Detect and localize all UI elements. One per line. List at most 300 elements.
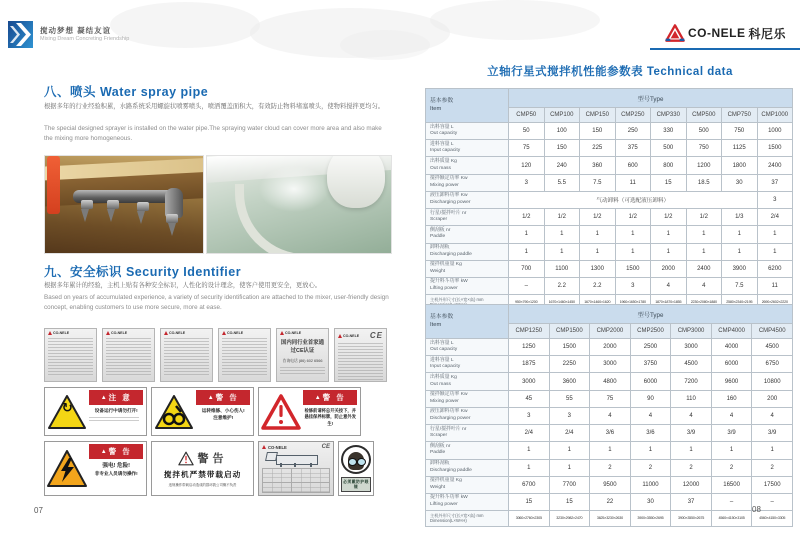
table-row <box>426 123 793 140</box>
world-map-decoration <box>340 30 430 60</box>
value-cell: 225 <box>580 140 616 157</box>
model-column-header: CMP2000 <box>590 324 631 339</box>
model-column-header: CMP150 <box>580 108 616 123</box>
spec-plate: CO-NELE <box>44 328 97 382</box>
table-row <box>426 390 793 407</box>
value-cell: 2690×2602×2220 <box>757 295 793 310</box>
value-cell: 1 <box>757 243 793 260</box>
value-cell: 气动卸料（可选配液压卸料） <box>509 191 758 208</box>
value-cell: 4800 <box>590 373 631 390</box>
row-label: 卸料刮板 Discharging paddle <box>426 243 509 260</box>
chevron-icon <box>8 21 33 48</box>
value-cell: 1000 <box>757 123 793 140</box>
table-corner-item-header: 基本参数 Item <box>426 305 509 339</box>
value-cell: 3 <box>615 277 651 294</box>
value-cell: 30 <box>722 174 758 191</box>
fine-print-lines <box>48 338 93 376</box>
value-cell: 2/4 <box>509 425 550 442</box>
value-cell: 1 <box>615 243 651 260</box>
sticker-text: 非专业人员请勿操作! <box>94 471 138 477</box>
value-cell: 1 <box>651 226 687 243</box>
sticker-text: 设备运行中请勿打开! <box>94 408 138 413</box>
row-label: 搅拌机重量 Kg Weight <box>426 260 509 277</box>
model-column-header: CMP330 <box>651 108 687 123</box>
value-cell: 6700 <box>509 476 550 493</box>
slogan-chevron-logo <box>8 21 33 48</box>
value-cell: 750 <box>722 123 758 140</box>
conele-mini-logo-icon <box>164 331 168 335</box>
value-cell: 2500 <box>630 339 671 356</box>
value-cell: 3900×3550×2675 <box>671 511 712 526</box>
photo-mixer-interior <box>206 155 392 254</box>
model-column-header: CMP1250 <box>509 324 550 339</box>
ce-mark: CE <box>321 444 330 450</box>
value-cell: 2.2 <box>580 277 616 294</box>
value-cell: 1/2 <box>615 209 651 226</box>
world-map-decoration <box>430 0 600 40</box>
value-cell: 1870×1870×1855 <box>651 295 687 310</box>
value-cell: 3000 <box>671 339 712 356</box>
table-row <box>426 476 793 493</box>
value-cell: 100 <box>544 123 580 140</box>
value-cell: 375 <box>615 140 651 157</box>
sticker-sub-text: 违规操作带载启动造成的损坏我公司概不负责 <box>168 483 237 487</box>
row-label: 出料容量 L Out capacity <box>426 339 509 356</box>
value-cell: 3600 <box>549 373 590 390</box>
value-cell: 1 <box>549 459 590 476</box>
row-label: 搅拌机重量 Kg Weight <box>426 476 509 493</box>
value-cell: 55 <box>549 390 590 407</box>
sticker-text: 注意维护! <box>213 414 234 420</box>
lightning-warning-triangle-icon <box>46 449 88 489</box>
value-cell: 1 <box>651 243 687 260</box>
model-column-header: CMP250 <box>615 108 651 123</box>
technical-data-title: 立轴行星式搅拌机性能参数表 Technical data <box>487 66 733 78</box>
value-cell: 3230×2982×2470 <box>549 511 590 526</box>
row-label: 进料容量 L Input capacity <box>426 356 509 373</box>
banner-slogan-en: Mixing Dream Concreting Friendship <box>40 36 130 42</box>
value-cell: 1/2 <box>651 209 687 226</box>
conele-mini-logo-icon <box>338 334 342 338</box>
value-cell: 2 <box>671 459 712 476</box>
value-cell: 1250 <box>509 339 550 356</box>
row-label: 卸料刮板 Discharging paddle <box>426 459 509 476</box>
row-label: 搅拌额定功率 Kw Mixing power <box>426 174 509 191</box>
goggles-face-icon <box>341 445 371 474</box>
row-label: 主机外形尺寸(长×宽×高) mm <box>426 295 509 310</box>
value-cell: 1300 <box>580 260 616 277</box>
rotation-arrows-glyph: ↻ <box>61 400 73 415</box>
row-label: 行星/搅拌叶片 nr Scraper <box>426 425 509 442</box>
value-cell: 1 <box>686 243 722 260</box>
table-row <box>426 243 793 260</box>
value-cell: 360 <box>580 157 616 174</box>
row-label: 提升料斗功率 kW Lifting power <box>426 493 509 510</box>
value-cell: 500 <box>651 140 687 157</box>
value-cell: 9500 <box>590 476 631 493</box>
model-column-header: CMP4000 <box>711 324 752 339</box>
value-cell: 3/6 <box>590 425 631 442</box>
value-cell: 9600 <box>711 373 752 390</box>
value-cell: 1/3 <box>722 209 758 226</box>
table-row <box>426 191 793 208</box>
model-column-header: CMP2500 <box>630 324 671 339</box>
model-column-header: CMP1500 <box>549 324 590 339</box>
value-cell: 7.5 <box>722 277 758 294</box>
table-row <box>426 442 793 459</box>
value-cell: 3900×3550×2695 <box>630 511 671 526</box>
value-cell: 150 <box>544 140 580 157</box>
row-label: 液压卸料功率 Kw Discharging power <box>426 407 509 424</box>
fine-print-lines <box>280 367 325 375</box>
warning-triangle-glyph: ▲ <box>314 394 321 401</box>
spray-body-en: The special designed sprayer is installed on the water pipe.The spraying water cloud can cover more area and also make the mixing more homogeneous. <box>44 125 382 143</box>
parameter-table <box>425 304 793 527</box>
value-cell: 2000 <box>651 260 687 277</box>
value-cell: 1125 <box>722 140 758 157</box>
value-cell: 10800 <box>752 373 793 390</box>
value-cell: 1 <box>757 226 793 243</box>
value-cell: 1/2 <box>580 209 616 226</box>
spray-body-zh: 根据多年的行业经验积累，水路系统采用螺旋状喷雾喷头，喷洒覆盖面积大，有效防止物料堵塞喷头，使物料搅拌更均匀。 <box>44 103 385 110</box>
brand-logo <box>665 24 786 42</box>
table-type-header: 型号Type <box>509 305 793 324</box>
spec-plate: CO-NELE <box>102 328 155 382</box>
value-cell: 3000 <box>590 356 631 373</box>
value-cell: 7200 <box>671 373 712 390</box>
value-cell: 2.2 <box>544 277 580 294</box>
value-cell: 30 <box>630 493 671 510</box>
banner-slogan-zh: 搅动梦想 凝结友谊 <box>40 26 112 35</box>
value-cell: 5.5 <box>544 174 580 191</box>
value-cell: 1800 <box>722 157 758 174</box>
value-cell: 1 <box>590 442 631 459</box>
value-cell: – <box>509 277 545 294</box>
value-cell: 6000 <box>711 356 752 373</box>
sticker-warning-maintenance: ▲ 警 告 检修前请将总开关按下，并悬挂保养标牌，防止意外发生! <box>258 387 361 436</box>
exclamation-warning-triangle-icon <box>261 393 301 431</box>
sticker-text: 运转维修、小心伤人! <box>201 408 245 413</box>
brand-underline <box>650 48 800 50</box>
table-row <box>426 209 793 226</box>
table-row <box>426 407 793 424</box>
conele-mini-logo-icon <box>48 331 52 335</box>
value-cell: 4000 <box>711 339 752 356</box>
spec-plate: CO-NELE <box>160 328 213 382</box>
value-cell: 1 <box>630 442 671 459</box>
value-cell: 4 <box>590 407 631 424</box>
value-cell: 1/2 <box>686 209 722 226</box>
value-cell: 1 <box>671 442 712 459</box>
model-column-header: CMP3000 <box>671 324 712 339</box>
value-cell: 2/4 <box>549 425 590 442</box>
value-cell: 250 <box>615 123 651 140</box>
value-cell: 4 <box>752 407 793 424</box>
value-cell: 1500 <box>549 339 590 356</box>
warning-triangle-glyph: ▲ <box>100 394 107 401</box>
photo-water-spray-pipe <box>44 155 204 254</box>
value-cell: 75 <box>509 140 545 157</box>
value-cell: 2 <box>711 459 752 476</box>
phone-text: 咨询电话 (86) 602 6566 <box>282 359 323 364</box>
value-cell: 150 <box>580 123 616 140</box>
value-cell: 1 <box>544 243 580 260</box>
value-cell: 4 <box>686 277 722 294</box>
value-cell: 12000 <box>671 476 712 493</box>
table-row <box>426 339 793 356</box>
sticker-caution-do-not-open: ↻ ▲ 注 意 设备运行中请勿打开! <box>44 387 147 436</box>
value-cell: 4 <box>651 277 687 294</box>
table-row <box>426 425 793 442</box>
value-cell: – <box>752 493 793 510</box>
value-cell: 3/9 <box>671 425 712 442</box>
fine-print-lines <box>222 338 267 376</box>
fine-print-lines <box>106 338 151 376</box>
row-label: 主机外形尺寸(长×宽×高) mm Dimension(L×W×H) <box>426 511 509 526</box>
value-cell: 800 <box>651 157 687 174</box>
row-label: 出料质量 Kg Out mass <box>426 157 509 174</box>
value-cell: 3/6 <box>630 425 671 442</box>
spec-table-large-models <box>425 304 793 527</box>
value-cell: 4 <box>711 407 752 424</box>
value-cell: 3/9 <box>711 425 752 442</box>
model-column-header: CMP750 <box>722 108 758 123</box>
value-cell: 2400 <box>757 157 793 174</box>
table-row <box>426 277 793 294</box>
value-cell: 2 <box>630 459 671 476</box>
value-cell: 240 <box>544 157 580 174</box>
value-cell: 7700 <box>549 476 590 493</box>
value-cell: 1 <box>509 226 545 243</box>
value-cell: 50 <box>509 123 545 140</box>
ce-certified-text: 国内同行业首家通过CE认证 <box>280 340 325 355</box>
value-cell: 120 <box>509 157 545 174</box>
parameter-table <box>425 88 793 311</box>
value-cell: 6200 <box>757 260 793 277</box>
value-cell: 4560×4150×3305 <box>752 511 793 526</box>
value-cell: 1670×1460×1450 <box>544 295 580 310</box>
value-cell: 330 <box>651 123 687 140</box>
value-cell: 700 <box>509 260 545 277</box>
sticker-title: 警告 <box>197 453 228 465</box>
value-cell: 1100 <box>544 260 580 277</box>
warning-triangle-glyph: ▲ <box>207 394 214 401</box>
world-map-decoration <box>110 2 260 48</box>
table-row <box>426 493 793 510</box>
value-cell: 3 <box>757 191 793 208</box>
value-cell: 1500 <box>757 140 793 157</box>
section-title-security: 九、安全标识 Security Identifier <box>44 265 242 279</box>
machine-nameplate: CO-NELE CE <box>258 441 334 496</box>
row-label: 提升料斗功率 kW Lifting power <box>426 277 509 294</box>
row-label: 液压卸料功率 Kw Discharging power <box>426 191 509 208</box>
value-cell: 3900 <box>722 260 758 277</box>
value-cell: 4 <box>630 407 671 424</box>
value-cell: 3/9 <box>752 425 793 442</box>
value-cell: 45 <box>509 390 550 407</box>
table-corner-item-header: 基本参数 Item <box>426 89 509 123</box>
table-row <box>426 511 793 526</box>
fine-print-lines <box>338 343 383 381</box>
value-cell: 7.5 <box>580 174 616 191</box>
value-cell: 3750 <box>630 356 671 373</box>
exclamation-triangle-icon <box>178 451 194 466</box>
spec-plate: CO-NELE <box>218 328 271 382</box>
spec-plate-ce-certified: CO-NELE 国内同行业首家通过CE认证 咨询电话 (86) 602 6566 <box>276 328 329 382</box>
value-cell: 2/4 <box>757 209 793 226</box>
value-cell: 1960×1650×1780 <box>615 295 651 310</box>
row-label: 行星/搅拌叶片 nr Scraper <box>426 209 509 226</box>
value-cell: 16500 <box>711 476 752 493</box>
value-cell: 2 <box>590 459 631 476</box>
row-label: 出料质量 Kg Out mass <box>426 373 509 390</box>
value-cell: 1 <box>615 226 651 243</box>
value-cell: 6750 <box>752 356 793 373</box>
sticker-main-text: 搅拌机严禁带载启动 <box>163 470 242 479</box>
value-cell: 15 <box>651 174 687 191</box>
value-cell: 11 <box>757 277 793 294</box>
sticker-text: 检修前请将总开关按下，并悬挂保养标牌，防止意外发生! <box>304 408 356 426</box>
gear-hand-warning-triangle-icon <box>154 394 194 430</box>
model-column-header: CMP100 <box>544 108 580 123</box>
value-cell: 17500 <box>752 476 793 493</box>
value-cell: 200 <box>752 390 793 407</box>
sticker-warning-moving-parts: ▲ 警 告 运转维修、小心伤人! 注意维护! <box>151 387 254 436</box>
value-cell: 750 <box>686 140 722 157</box>
brand-name-en: CO-NELE <box>687 26 746 40</box>
value-cell: 2400 <box>686 260 722 277</box>
value-cell: 11 <box>615 174 651 191</box>
value-cell: 90 <box>630 390 671 407</box>
value-cell: 1/2 <box>544 209 580 226</box>
value-cell: 500 <box>686 123 722 140</box>
value-cell: 2230×2080×1880 <box>686 295 722 310</box>
value-cell: 11000 <box>630 476 671 493</box>
value-cell: 22 <box>590 493 631 510</box>
value-cell: 1 <box>686 226 722 243</box>
table-row <box>426 226 793 243</box>
warning-triangle-glyph: ▲ <box>100 448 107 455</box>
value-cell: 18.5 <box>686 174 722 191</box>
spec-table-small-models <box>425 88 793 311</box>
value-cell: 1 <box>722 226 758 243</box>
row-label: 侧刮板 nr Paddle <box>426 226 509 243</box>
model-column-header: CMP500 <box>686 108 722 123</box>
table-row <box>426 140 793 157</box>
value-cell: 4500 <box>671 356 712 373</box>
value-cell: 15 <box>549 493 590 510</box>
value-cell: 6000 <box>630 373 671 390</box>
value-cell: 3 <box>549 407 590 424</box>
value-cell: 3625×3230×2630 <box>590 511 631 526</box>
model-column-header: CMP50 <box>509 108 545 123</box>
value-cell: 950×790×1200 <box>509 295 545 310</box>
model-column-header: CMP4500 <box>752 324 793 339</box>
value-cell: 2250 <box>549 356 590 373</box>
value-cell: 1500 <box>615 260 651 277</box>
ce-mark: CE <box>369 331 383 340</box>
value-cell: 1/2 <box>509 209 545 226</box>
row-label: 出料容量 L Out capacity <box>426 123 509 140</box>
value-cell: 2580×2340×2195 <box>722 295 758 310</box>
value-cell: 1 <box>549 442 590 459</box>
value-cell: 1 <box>580 243 616 260</box>
model-column-header: CMP1000 <box>757 108 793 123</box>
fine-print-lines <box>89 417 139 421</box>
sticker-no-load-start <box>151 441 254 496</box>
sticker-wear-goggles <box>338 441 374 496</box>
value-cell: 2000 <box>590 339 631 356</box>
value-cell: 1 <box>509 442 550 459</box>
table-row <box>426 459 793 476</box>
row-label: 搅拌额定功率 Kw Mixing power <box>426 390 509 407</box>
value-cell: 1200 <box>686 157 722 174</box>
value-cell: 75 <box>590 390 631 407</box>
value-cell: 15 <box>509 493 550 510</box>
conele-mini-logo-icon <box>262 445 266 449</box>
security-body-zh: 根据多年累计的经验，主机上贴有各种安全标识，人性化的设计理念，使客户使用更安全，更放心。 <box>44 282 322 289</box>
value-cell: 3060×2760×2305 <box>509 511 550 526</box>
conele-mini-logo-icon <box>280 331 284 335</box>
machine-line-drawing <box>262 452 330 467</box>
value-cell: 1670×1460×1620 <box>580 295 616 310</box>
table-row <box>426 157 793 174</box>
value-cell: 1875 <box>509 356 550 373</box>
security-body-en: Based on years of accumulated experience, a variety of security identification are attached to the mixer, user-friendly design concept, enabling customers to use more secure, more at ease. <box>44 294 389 312</box>
value-cell: 1 <box>722 243 758 260</box>
row-label: 进料容量 L Input capacity <box>426 140 509 157</box>
table-row <box>426 260 793 277</box>
value-cell: 3 <box>509 407 550 424</box>
value-cell: 160 <box>711 390 752 407</box>
spec-plate-ce: CO-NELE CE <box>334 328 387 382</box>
table-row <box>426 356 793 373</box>
value-cell: 3000 <box>509 373 550 390</box>
nameplate-table-grid <box>262 468 330 493</box>
table-row <box>426 373 793 390</box>
value-cell: 1 <box>544 226 580 243</box>
section-title-water-spray: 八、喷头 Water spray pipe <box>44 85 209 99</box>
fine-print-lines <box>164 338 209 376</box>
value-cell: 1 <box>752 442 793 459</box>
page-number-right: 08 <box>752 505 761 514</box>
page-number-left: 07 <box>34 506 43 515</box>
value-cell: 37 <box>671 493 712 510</box>
value-cell: 2 <box>752 459 793 476</box>
sticker-warning-high-voltage: ▲ 警 告 强电! 危险! 非专业人员请勿操作! <box>44 441 147 496</box>
brand-name-zh: 科尼乐 <box>748 26 786 41</box>
value-cell: 110 <box>671 390 712 407</box>
value-cell: 3 <box>509 174 545 191</box>
value-cell: 4500 <box>752 339 793 356</box>
conele-triangle-icon <box>665 24 685 42</box>
table-type-header: 型号Type <box>509 89 793 108</box>
table-row <box>426 174 793 191</box>
value-cell: 4 <box>671 407 712 424</box>
conele-mini-logo-icon <box>222 331 226 335</box>
conele-mini-logo-icon <box>106 331 110 335</box>
value-cell: 4560×4150×3105 <box>711 511 752 526</box>
value-cell: 600 <box>615 157 651 174</box>
value-cell: 1 <box>711 442 752 459</box>
sticker-text: 强电! 危险! <box>102 463 131 469</box>
goggles-text: 必须戴防护眼镜 <box>341 477 371 492</box>
value-cell: 1 <box>509 243 545 260</box>
value-cell: – <box>711 493 752 510</box>
value-cell: 1 <box>580 226 616 243</box>
value-cell: 1 <box>509 459 550 476</box>
value-cell: 37 <box>757 174 793 191</box>
